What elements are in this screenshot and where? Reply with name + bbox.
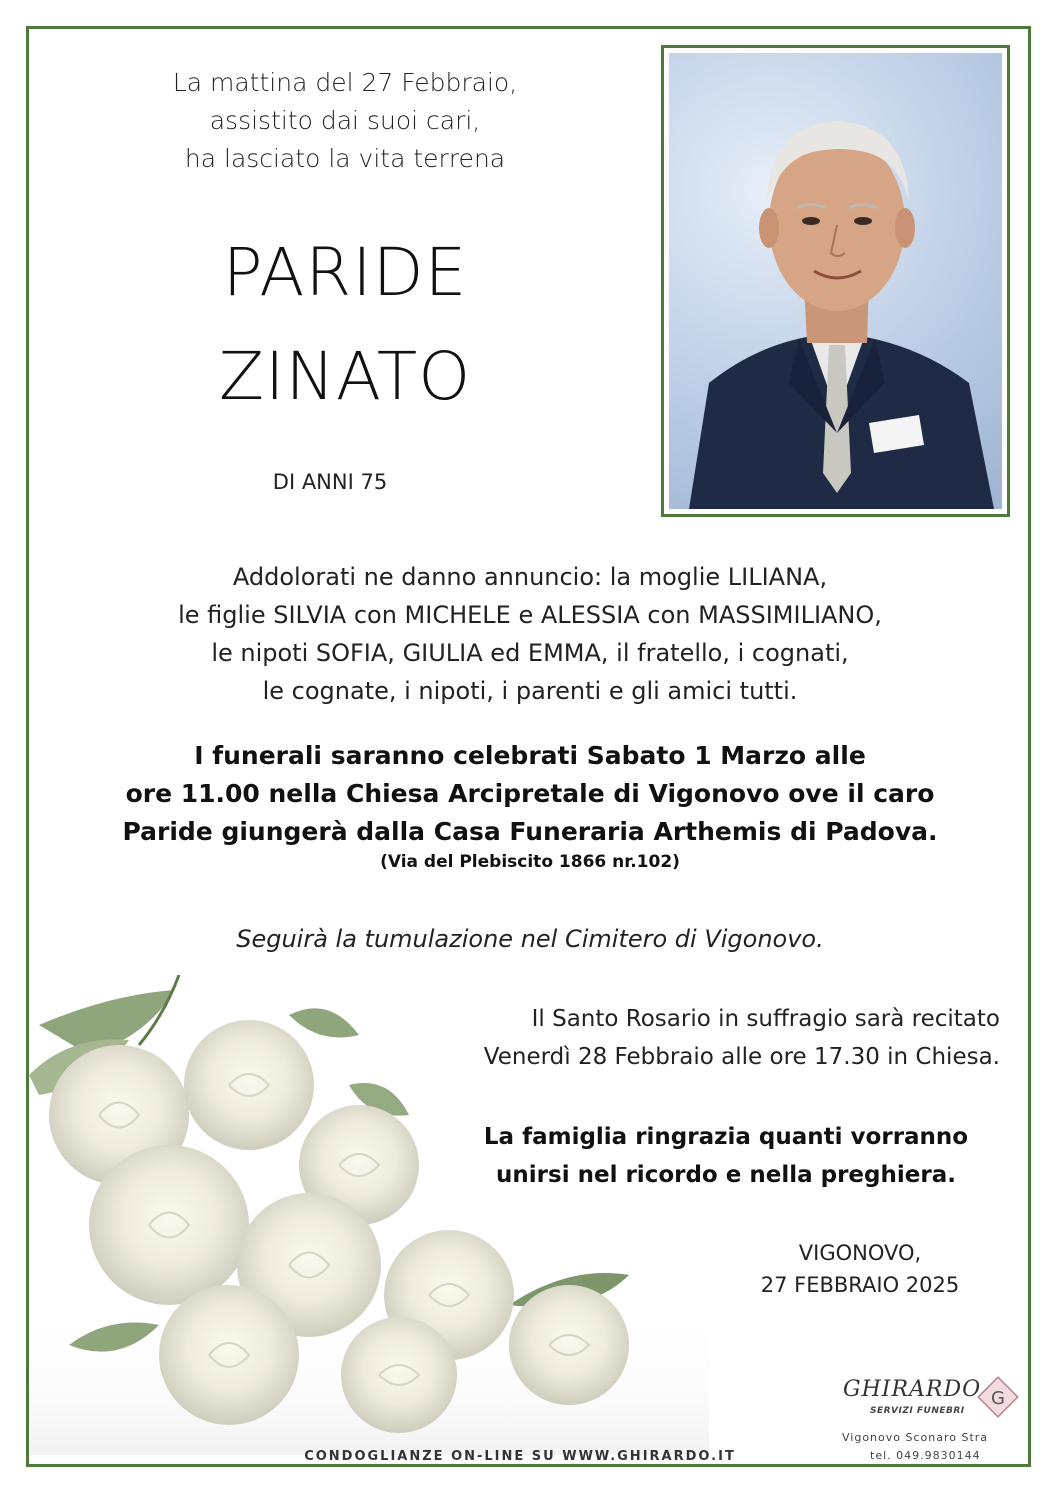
logo-address: Vigonovo Sconaro Stra [842,1431,989,1444]
announcement [60,558,1000,710]
intro-text [110,64,580,178]
portrait-frame [661,45,1010,517]
funeral-details [60,737,1000,851]
family-thanks [446,1118,1006,1194]
funeral-home-logo [833,1375,1023,1465]
intro-line-3: ha lasciato la vita terrena [184,144,506,173]
intro-line-2: assistito dai suoi cari, [209,106,481,135]
announcement-line-2: le figlie SILVIA con MICHELE e ALESSIA con MASSIMILIANO, [178,601,882,629]
place-and-date [740,1237,980,1301]
funeral-line-2: ore 11.00 nella Chiesa Arcipretale di Vigonovo ove il caro [125,779,935,808]
announcement-line-3: le nipoti SOFIA, GIULIA ed EMMA, il fratello, i cognati, [211,639,849,667]
thanks-line-1: La famiglia ringrazia quanti vorranno [483,1124,969,1150]
date: 27 FEBBRAIO 2025 [760,1273,960,1297]
deceased-last-name: ZINATO [218,338,472,415]
funeral-line-1: I funerali saranno celebrati Sabato 1 Marzo alle [194,741,866,770]
logo-badge-icon [976,1375,1020,1419]
portrait-photo [669,53,1002,509]
funeral-address: (Via del Plebiscito 1866 nr.102) [380,852,680,872]
announcement-line-4: le cognate, i nipoti, i parenti e gli amici tutti. [262,677,798,705]
logo-phone: tel. 049.9830144 [870,1449,981,1462]
logo-name: GHIRARDO [843,1377,982,1402]
portrait-illustration [669,53,1002,509]
deceased-first-name: PARIDE [222,234,468,311]
funeral-line-3: Paride giungerà dalla Casa Funeraria Arthemis di Padova. [122,817,938,846]
place: VIGONOVO, [798,1241,922,1265]
thanks-line-2: unirsi nel ricordo e nella preghiera. [496,1162,956,1188]
rosary-notice [380,1000,1000,1076]
announcement-line-1: Addolorati ne danno annuncio: la moglie LILIANA, [232,563,828,591]
deceased-age: DI ANNI 75 [272,470,388,494]
rosary-line-2: Venerdì 28 Febbraio alle ore 17.30 in Chiesa. [483,1044,1000,1070]
condolences-link[interactable]: CONDOGLIANZE ON-LINE SU WWW.GHIRARDO.IT [304,1449,736,1464]
burial-notice: Seguirà la tumulazione nel Cimitero di Vigonovo. [236,925,824,953]
intro-line-1: La mattina del 27 Febbraio, [172,68,518,97]
logo-badge-letter: G [991,1388,1005,1409]
rosary-line-1: Il Santo Rosario in suffragio sarà recitato [531,1006,1000,1032]
logo-subtitle: SERVIZI FUNEBRI [870,1406,965,1416]
